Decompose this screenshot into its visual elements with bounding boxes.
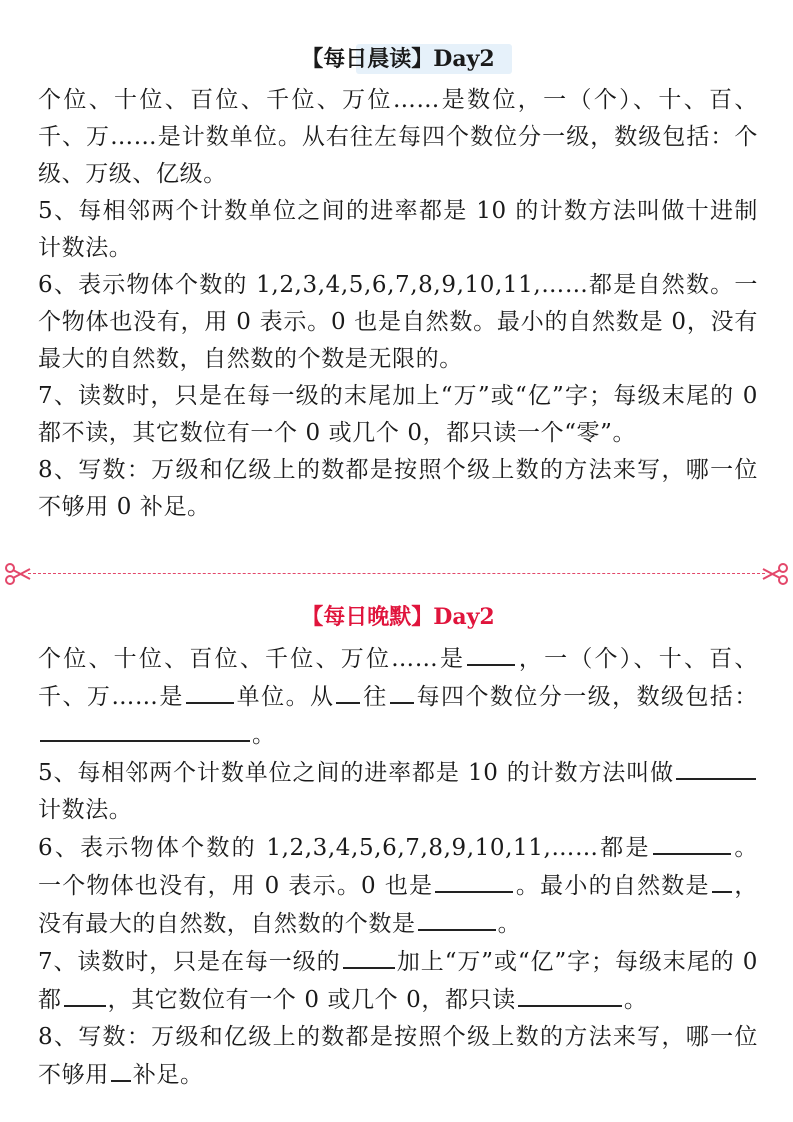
cut-line bbox=[0, 562, 793, 586]
scissors-icon bbox=[4, 562, 32, 586]
morning-section bbox=[38, 42, 758, 526]
fill-blank[interactable] bbox=[343, 943, 395, 969]
evening-paragraph-2: 5、每相邻两个计数单位之间的进率都是 10 的计数方法叫做计数法。 bbox=[38, 754, 758, 829]
dashed-line bbox=[28, 573, 765, 574]
fill-blank[interactable] bbox=[653, 829, 731, 855]
evening-paragraph-1: 个位、十位、百位、千位、万位……是 ，一（个）、十、百、千、万……是 单位。从 往 每四个数位分一级，数级包括：。 bbox=[38, 640, 758, 754]
evening-paragraph-4: 7、读数时，只是在每一级的 加上“万”或“亿”字；每级末尾的 0 都 ，其它数位有一个 0 或几个 0，都只读 。 bbox=[38, 943, 758, 1019]
fill-blank[interactable] bbox=[518, 981, 622, 1007]
morning-paragraph-3: 6、表示物体个数的 1,2,3,4,5,6,7,8,9,10,11,……都是自然数。一个物体也没有，用 0 表示。0 也是自然数。最小的自然数是 0，没有最大的自然数，自然数的个数是无限的。 bbox=[38, 272, 758, 372]
morning-paragraph-1: 个位、十位、百位、千位、万位……是数位，一（个）、十、百、千、万……是计数单位。从右往左每四个数位分一级，数级包括：个级、万级、亿级。 bbox=[38, 87, 758, 187]
fill-blank[interactable] bbox=[712, 867, 732, 893]
morning-paragraph-4: 7、读数时，只是在每一级的末尾加上“万”或“亿”字；每级末尾的 0 都不读，其它数位有一个 0 或几个 0，都只读一个“零”。 bbox=[38, 383, 758, 446]
fill-blank[interactable] bbox=[64, 981, 106, 1007]
evening-title: 【每日晚默】Day2 bbox=[301, 604, 495, 630]
fill-blank[interactable] bbox=[418, 905, 496, 931]
evening-paragraph-3: 6、表示物体个数的 1,2,3,4,5,6,7,8,9,10,11,……都是 。一个物体也没有，用 0 表示。0 也是 。最小的自然数是 ，没有最大的自然数，自然数的个数是 。 bbox=[38, 829, 758, 943]
fill-blank[interactable] bbox=[390, 678, 414, 704]
evening-section bbox=[38, 600, 758, 1094]
morning-paragraph-5: 8、写数：万级和亿级上的数都是按照个级上数的方法来写，哪一位不够用 0 补足。 bbox=[38, 457, 758, 520]
scissors-icon bbox=[761, 562, 789, 586]
fill-blank[interactable] bbox=[186, 678, 234, 704]
evening-paragraph-5: 8、写数：万级和亿级上的数都是按照个级上数的方法来写，哪一位不够用 补足。 bbox=[38, 1024, 758, 1088]
fill-blank[interactable] bbox=[467, 640, 515, 666]
fill-blank[interactable] bbox=[336, 678, 360, 704]
morning-title: 【每日晨读】Day2 bbox=[38, 42, 758, 76]
morning-paragraph-2: 5、每相邻两个计数单位之间的进率都是 10 的计数方法叫做十进制计数法。 bbox=[38, 198, 758, 261]
fill-blank[interactable] bbox=[676, 754, 756, 780]
fill-blank[interactable] bbox=[435, 867, 513, 893]
fill-blank[interactable] bbox=[40, 716, 250, 742]
fill-blank[interactable] bbox=[111, 1056, 131, 1082]
